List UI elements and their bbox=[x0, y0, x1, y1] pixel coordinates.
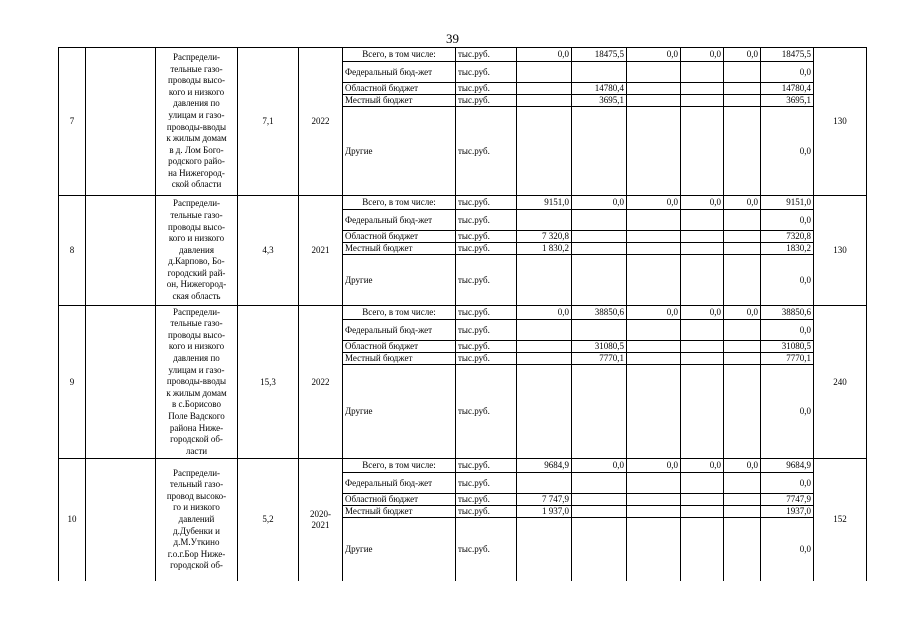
amount-v3 bbox=[627, 365, 681, 459]
amount-v4 bbox=[681, 353, 724, 365]
amount-v4: 0,0 bbox=[681, 459, 724, 473]
amount-v2: 3695,1 bbox=[572, 95, 627, 107]
amount-v5 bbox=[724, 473, 761, 494]
funding-source: Федеральный бюд-жет bbox=[343, 473, 456, 494]
amount-v3 bbox=[627, 473, 681, 494]
amount-v3 bbox=[627, 243, 681, 255]
amount-v4 bbox=[681, 506, 724, 518]
object-name-line: родского райо- bbox=[168, 156, 225, 167]
amount-v4 bbox=[681, 107, 724, 196]
amount-v4: 0,0 bbox=[681, 48, 724, 62]
amount-v6: 0,0 bbox=[761, 518, 814, 581]
amount-v6: 0,0 bbox=[761, 210, 814, 231]
amount-v4 bbox=[681, 231, 724, 243]
amount-v6: 1830,2 bbox=[761, 243, 814, 255]
amount-v2 bbox=[572, 255, 627, 306]
object-name-line: д.М.Уткино bbox=[173, 537, 220, 548]
amount-v4 bbox=[681, 62, 724, 83]
amount-v6: 0,0 bbox=[761, 107, 814, 196]
row-number: 8 bbox=[59, 196, 86, 306]
object-name-line: давлений bbox=[178, 513, 215, 524]
amount-v4 bbox=[681, 83, 724, 95]
unit: тыс.руб. bbox=[456, 494, 517, 506]
unit: тыс.руб. bbox=[456, 83, 517, 95]
object-name-line: городской об- bbox=[170, 560, 223, 571]
amount-v2 bbox=[572, 365, 627, 459]
table-row bbox=[59, 306, 867, 320]
amount-v6: 31080,5 bbox=[761, 341, 814, 353]
funding-source: Областной бюджет bbox=[343, 231, 456, 243]
funding-source: Федеральный бюд-жет bbox=[343, 320, 456, 341]
object-name bbox=[156, 48, 238, 196]
unit: тыс.руб. bbox=[456, 95, 517, 107]
amount-v3: 0,0 bbox=[627, 459, 681, 473]
amount-v5 bbox=[724, 243, 761, 255]
amount-v1 bbox=[517, 95, 572, 107]
amount-v4 bbox=[681, 95, 724, 107]
object-name-line: в с.Борисово bbox=[172, 399, 221, 410]
unit: тыс.руб. bbox=[456, 341, 517, 353]
amount-v3 bbox=[627, 506, 681, 518]
amount-v3 bbox=[627, 353, 681, 365]
amount-v5 bbox=[724, 83, 761, 95]
amount-v5: 0,0 bbox=[724, 459, 761, 473]
amount-v6: 0,0 bbox=[761, 365, 814, 459]
object-name-line: г.о.г.Бор Ниже- bbox=[167, 548, 226, 559]
unit: тыс.руб. bbox=[456, 210, 517, 231]
amount-v4 bbox=[681, 320, 724, 341]
table-row bbox=[59, 196, 867, 210]
row-number: 10 bbox=[59, 459, 86, 581]
funding-source: Областной бюджет bbox=[343, 83, 456, 95]
amount-v6: 7747,9 bbox=[761, 494, 814, 506]
amount-v3 bbox=[627, 210, 681, 231]
amount-v3 bbox=[627, 231, 681, 243]
year bbox=[299, 196, 343, 306]
object-name-line: давления по bbox=[173, 353, 220, 364]
funding-source: Местный бюджет bbox=[343, 95, 456, 107]
object-name-line: Распредели- bbox=[172, 306, 221, 317]
year-part: 2022 bbox=[311, 376, 330, 387]
amount-v1 bbox=[517, 210, 572, 231]
object-name-line: он, Нижегород- bbox=[166, 279, 227, 290]
amount-v2: 0,0 bbox=[572, 459, 627, 473]
year bbox=[299, 306, 343, 459]
object-name-line: кого и низкого bbox=[168, 86, 225, 97]
object-name-line: Распредели- bbox=[172, 198, 221, 209]
table-row bbox=[59, 459, 867, 473]
amount-v2 bbox=[572, 231, 627, 243]
object-name-line: тельные газо- bbox=[170, 318, 223, 329]
object-name-line: тельные газо- bbox=[170, 209, 223, 220]
year bbox=[299, 459, 343, 581]
amount-v4 bbox=[681, 473, 724, 494]
empty-cell bbox=[86, 459, 156, 581]
object-name-line: тельный газо- bbox=[169, 479, 224, 490]
unit: тыс.руб. bbox=[456, 231, 517, 243]
unit: тыс.руб. bbox=[456, 196, 517, 210]
amount-v1 bbox=[517, 473, 572, 494]
amount-v2 bbox=[572, 107, 627, 196]
amount-v1: 1 937,0 bbox=[517, 506, 572, 518]
amount-v5 bbox=[724, 341, 761, 353]
amount-v1 bbox=[517, 518, 572, 581]
amount-v5: 0,0 bbox=[724, 196, 761, 210]
amount-v1 bbox=[517, 62, 572, 83]
object-name-line: к жилым домам bbox=[166, 133, 227, 144]
amount-v5 bbox=[724, 210, 761, 231]
table-row bbox=[59, 48, 867, 62]
unit: тыс.руб. bbox=[456, 459, 517, 473]
amount-v2: 38850,6 bbox=[572, 306, 627, 320]
amount-v6: 1937,0 bbox=[761, 506, 814, 518]
object-name-line: д.Карпово, Бо- bbox=[168, 256, 225, 267]
object-name-line: Распредели- bbox=[172, 51, 221, 62]
amount-v2: 31080,5 bbox=[572, 341, 627, 353]
funding-table bbox=[58, 47, 867, 581]
amount-v1 bbox=[517, 255, 572, 306]
object-name bbox=[156, 459, 238, 581]
object-name-line: городский рай- bbox=[167, 267, 226, 278]
unit: тыс.руб. bbox=[456, 107, 517, 196]
unit: тыс.руб. bbox=[456, 320, 517, 341]
amount-v2: 7770,1 bbox=[572, 353, 627, 365]
amount-v6: 0,0 bbox=[761, 320, 814, 341]
unit: тыс.руб. bbox=[456, 255, 517, 306]
amount-v1: 1 830,2 bbox=[517, 243, 572, 255]
object-name-line: Распредели- bbox=[172, 467, 221, 478]
amount-v5 bbox=[724, 320, 761, 341]
object-name-line: кого и низкого bbox=[168, 233, 225, 244]
amount-v5 bbox=[724, 353, 761, 365]
object-name-line: проводы-вводы bbox=[166, 121, 227, 132]
beneficiaries-count: 152 bbox=[814, 459, 867, 581]
amount-v2: 0,0 bbox=[572, 196, 627, 210]
amount-v2 bbox=[572, 518, 627, 581]
object-name-line: ской области bbox=[171, 179, 222, 190]
funding-source: Другие bbox=[343, 255, 456, 306]
year-part: 2022 bbox=[311, 116, 330, 126]
amount-v1 bbox=[517, 365, 572, 459]
amount-v5: 0,0 bbox=[724, 306, 761, 320]
unit: тыс.руб. bbox=[456, 473, 517, 494]
funding-source: Местный бюджет bbox=[343, 243, 456, 255]
object-name-line: тельные газо- bbox=[170, 63, 223, 74]
amount-v5 bbox=[724, 255, 761, 306]
object-name-line: проводы высо- bbox=[168, 329, 225, 340]
amount-v6: 7320,8 bbox=[761, 231, 814, 243]
object-name bbox=[156, 196, 238, 306]
amount-v6: 7770,1 bbox=[761, 353, 814, 365]
row-number: 9 bbox=[59, 306, 86, 459]
empty-cell bbox=[86, 196, 156, 306]
amount-v3: 0,0 bbox=[627, 306, 681, 320]
amount-v1: 0,0 bbox=[517, 306, 572, 320]
amount-v2 bbox=[572, 62, 627, 83]
funding-source: Местный бюджет bbox=[343, 506, 456, 518]
object-name-line: ская область bbox=[172, 291, 221, 302]
amount-v5 bbox=[724, 231, 761, 243]
amount-v5 bbox=[724, 506, 761, 518]
funding-source: Всего, в том числе: bbox=[343, 459, 456, 473]
funding-source: Другие bbox=[343, 518, 456, 581]
object-name-line: Поле Вадского bbox=[168, 410, 225, 421]
amount-v4: 0,0 bbox=[681, 306, 724, 320]
funding-source: Всего, в том числе: bbox=[343, 48, 456, 62]
amount-v6: 0,0 bbox=[761, 62, 814, 83]
funding-source: Федеральный бюд-жет bbox=[343, 210, 456, 231]
amount-v6: 9151,0 bbox=[761, 196, 814, 210]
amount-v4 bbox=[681, 365, 724, 459]
empty-cell bbox=[86, 306, 156, 459]
amount-v1 bbox=[517, 320, 572, 341]
amount-v5 bbox=[724, 518, 761, 581]
length-km: 5,2 bbox=[238, 459, 299, 581]
amount-v2 bbox=[572, 243, 627, 255]
amount-v2 bbox=[572, 210, 627, 231]
object-name-line: в д. Лом Бого- bbox=[169, 144, 224, 155]
object-name-line: к жилым домам bbox=[166, 387, 227, 398]
amount-v5 bbox=[724, 107, 761, 196]
amount-v4 bbox=[681, 210, 724, 231]
amount-v5 bbox=[724, 365, 761, 459]
amount-v2: 14780,4 bbox=[572, 83, 627, 95]
funding-source: Областной бюджет bbox=[343, 494, 456, 506]
amount-v2 bbox=[572, 320, 627, 341]
amount-v3 bbox=[627, 518, 681, 581]
amount-v6: 3695,1 bbox=[761, 95, 814, 107]
beneficiaries-count: 130 bbox=[814, 196, 867, 306]
amount-v4 bbox=[681, 255, 724, 306]
amount-v3 bbox=[627, 83, 681, 95]
amount-v4 bbox=[681, 518, 724, 581]
amount-v1 bbox=[517, 107, 572, 196]
object-name-line: проводы высо- bbox=[168, 221, 225, 232]
amount-v6: 9684,9 bbox=[761, 459, 814, 473]
amount-v4 bbox=[681, 243, 724, 255]
amount-v1 bbox=[517, 83, 572, 95]
funding-source: Всего, в том числе: bbox=[343, 306, 456, 320]
year-part: 2021 bbox=[311, 245, 330, 255]
object-name-line: ласти bbox=[185, 445, 208, 456]
funding-source: Другие bbox=[343, 107, 456, 196]
funding-source: Областной бюджет bbox=[343, 341, 456, 353]
amount-v1: 9684,9 bbox=[517, 459, 572, 473]
funding-source: Местный бюджет bbox=[343, 353, 456, 365]
amount-v2 bbox=[572, 506, 627, 518]
amount-v1: 7 747,9 bbox=[517, 494, 572, 506]
amount-v1 bbox=[517, 341, 572, 353]
object-name bbox=[156, 306, 238, 459]
funding-source: Федеральный бюд-жет bbox=[343, 62, 456, 83]
object-name-line: провод высоко- bbox=[166, 490, 227, 501]
object-name-line: кого и низкого bbox=[168, 341, 225, 352]
amount-v3 bbox=[627, 320, 681, 341]
amount-v5 bbox=[724, 494, 761, 506]
unit: тыс.руб. bbox=[456, 506, 517, 518]
object-name-line: городской об- bbox=[170, 434, 223, 445]
amount-v3 bbox=[627, 95, 681, 107]
unit: тыс.руб. bbox=[456, 518, 517, 581]
object-name-line: проводы-вводы bbox=[166, 376, 227, 387]
length-km: 7,1 bbox=[238, 48, 299, 196]
unit: тыс.руб. bbox=[456, 243, 517, 255]
amount-v6: 14780,4 bbox=[761, 83, 814, 95]
amount-v5: 0,0 bbox=[724, 48, 761, 62]
amount-v6: 38850,6 bbox=[761, 306, 814, 320]
amount-v1: 0,0 bbox=[517, 48, 572, 62]
year-part: 2020- bbox=[310, 508, 331, 519]
amount-v1: 7 320,8 bbox=[517, 231, 572, 243]
beneficiaries-count: 130 bbox=[814, 48, 867, 196]
amount-v6: 0,0 bbox=[761, 473, 814, 494]
object-name-line: давления bbox=[179, 244, 214, 255]
funding-source: Другие bbox=[343, 365, 456, 459]
year-part: 2021 bbox=[311, 519, 330, 530]
unit: тыс.руб. bbox=[456, 48, 517, 62]
amount-v4: 0,0 bbox=[681, 196, 724, 210]
beneficiaries-count: 240 bbox=[814, 306, 867, 459]
amount-v5 bbox=[724, 62, 761, 83]
amount-v2: 18475,5 bbox=[572, 48, 627, 62]
page-number: 39 bbox=[446, 31, 459, 46]
amount-v1 bbox=[517, 353, 572, 365]
amount-v6: 18475,5 bbox=[761, 48, 814, 62]
unit: тыс.руб. bbox=[456, 306, 517, 320]
amount-v3: 0,0 bbox=[627, 196, 681, 210]
year bbox=[299, 48, 343, 196]
amount-v4 bbox=[681, 341, 724, 353]
length-km: 15,3 bbox=[238, 306, 299, 459]
unit: тыс.руб. bbox=[456, 365, 517, 459]
object-name-line: д.Дубенки и bbox=[173, 525, 220, 536]
object-name-line: давления по bbox=[173, 98, 220, 109]
amount-v2 bbox=[572, 494, 627, 506]
object-name-line: проводы высо- bbox=[168, 75, 225, 86]
amount-v2 bbox=[572, 473, 627, 494]
object-name-line: улицам и газо- bbox=[168, 364, 225, 375]
amount-v3 bbox=[627, 107, 681, 196]
empty-cell bbox=[86, 48, 156, 196]
amount-v3 bbox=[627, 494, 681, 506]
amount-v3 bbox=[627, 62, 681, 83]
funding-source: Всего, в том числе: bbox=[343, 196, 456, 210]
amount-v5 bbox=[724, 95, 761, 107]
object-name-line: улицам и газо- bbox=[168, 109, 225, 120]
object-name-line: го и низкого bbox=[173, 502, 220, 513]
unit: тыс.руб. bbox=[456, 62, 517, 83]
row-number: 7 bbox=[59, 48, 86, 196]
object-name-line: на Нижегород- bbox=[168, 167, 225, 178]
amount-v4 bbox=[681, 494, 724, 506]
amount-v3 bbox=[627, 255, 681, 306]
unit: тыс.руб. bbox=[456, 353, 517, 365]
amount-v3 bbox=[627, 341, 681, 353]
length-km: 4,3 bbox=[238, 196, 299, 306]
amount-v6: 0,0 bbox=[761, 255, 814, 306]
amount-v1: 9151,0 bbox=[517, 196, 572, 210]
amount-v3: 0,0 bbox=[627, 48, 681, 62]
object-name-line: района Ниже- bbox=[169, 422, 224, 433]
